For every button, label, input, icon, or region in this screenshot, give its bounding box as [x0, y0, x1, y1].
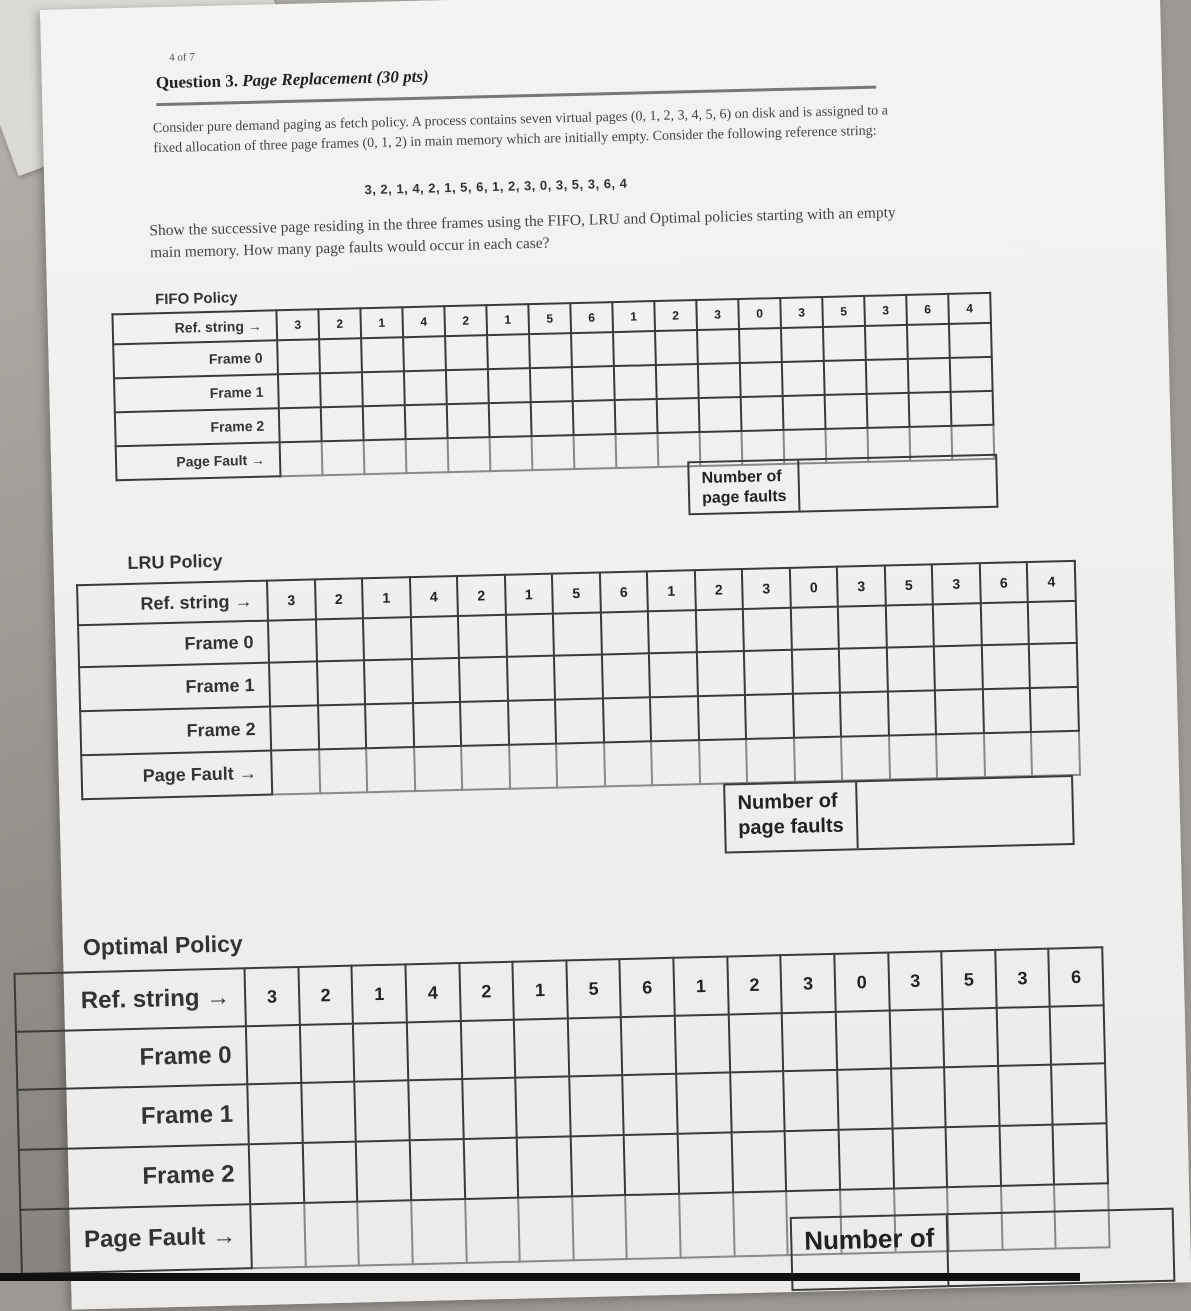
- fifo-frame1-cell[interactable]: [488, 368, 531, 403]
- lru-frame0-cell[interactable]: [505, 614, 554, 657]
- fifo-frame2-cell[interactable]: [951, 391, 994, 426]
- optimal-label-fault: Page Fault →: [20, 1204, 251, 1274]
- optimal-frame0-cell[interactable]: [996, 1007, 1051, 1066]
- optimal-fault-cell[interactable]: [304, 1202, 359, 1267]
- lru-fault-cell[interactable]: [271, 749, 320, 794]
- lru-frame0-cell[interactable]: [458, 615, 507, 658]
- optimal-frame1-cell[interactable]: [676, 1072, 731, 1133]
- optimal-ref-cell: 3: [244, 967, 299, 1026]
- optimal-frame1-cell[interactable]: [301, 1082, 356, 1143]
- optimal-frame0-cell[interactable]: [782, 1012, 837, 1071]
- fifo-frame1-cell[interactable]: [572, 366, 615, 401]
- fifo-frame2-cell[interactable]: [279, 407, 322, 442]
- optimal-number-of-faults-label: Number of: [792, 1215, 950, 1289]
- lru-ref-cell: 1: [362, 577, 410, 618]
- optimal-frame1-cell[interactable]: [944, 1066, 999, 1127]
- fifo-fault-cell[interactable]: [448, 437, 491, 472]
- fifo-ref-cell: 2: [444, 305, 487, 336]
- lru-frame1-cell[interactable]: [459, 657, 508, 702]
- fifo-fault-cell[interactable]: [322, 440, 365, 475]
- optimal-fault-cell[interactable]: [572, 1195, 627, 1260]
- lru-frame2-cell[interactable]: [650, 696, 699, 741]
- lru-frame0-cell[interactable]: [648, 610, 697, 653]
- optimal-frame0-cell[interactable]: [728, 1013, 783, 1072]
- optimal-frame2-cell[interactable]: [838, 1129, 893, 1190]
- fifo-frame1-cell[interactable]: [530, 367, 573, 402]
- lru-fault-cell[interactable]: [746, 738, 795, 783]
- fifo-fault-cell[interactable]: [532, 435, 575, 470]
- optimal-ref-cell: 2: [727, 955, 782, 1014]
- lru-ref-cell: 0: [790, 567, 838, 608]
- optimal-frame1-cell[interactable]: [837, 1069, 892, 1130]
- lru-frame2-cell[interactable]: [935, 689, 984, 734]
- optimal-ref-cell: 1: [352, 964, 407, 1023]
- lru-number-of-faults-box: [723, 775, 1075, 854]
- fifo-fault-cell[interactable]: [280, 441, 323, 476]
- optimal-ref-cell: 5: [941, 950, 996, 1009]
- optimal-fault-cell[interactable]: [679, 1192, 734, 1257]
- optimal-label-frame1: Frame 1: [17, 1084, 248, 1150]
- fifo-ref-cell: 6: [906, 294, 949, 325]
- fifo-ref-cell: 4: [402, 306, 445, 337]
- fifo-frame0-cell[interactable]: [655, 330, 698, 365]
- lru-label-ref: Ref. string →: [77, 581, 268, 626]
- optimal-frame0-cell[interactable]: [407, 1021, 462, 1080]
- lru-frame1-cell[interactable]: [1029, 643, 1078, 688]
- optimal-frame0-cell[interactable]: [353, 1022, 408, 1081]
- fifo-frame0-cell[interactable]: [949, 323, 992, 358]
- lru-frame0-cell[interactable]: [886, 604, 935, 647]
- fifo-frame0-cell[interactable]: [739, 328, 782, 363]
- lru-ref-cell: 2: [457, 575, 505, 616]
- optimal-frame1-cell[interactable]: [730, 1071, 785, 1132]
- fifo-frame0-cell[interactable]: [487, 334, 530, 369]
- lru-frame2-cell[interactable]: [888, 690, 937, 735]
- fifo-frame2-cell[interactable]: [699, 397, 742, 432]
- bottom-edge: [0, 1273, 1080, 1281]
- optimal-frame2-cell[interactable]: [678, 1132, 733, 1193]
- optimal-fault-cell[interactable]: [250, 1203, 305, 1268]
- lru-number-of-faults-answer[interactable]: [857, 777, 1073, 848]
- fifo-fault-cell[interactable]: [574, 434, 617, 469]
- fifo-frame2-cell[interactable]: [867, 393, 910, 428]
- lru-title: LRU Policy: [127, 550, 223, 574]
- optimal-fault-cell[interactable]: [465, 1198, 520, 1263]
- lru-frame2-cell[interactable]: [840, 691, 889, 736]
- optimal-frame0-cell[interactable]: [568, 1017, 623, 1076]
- optimal-frame2-cell[interactable]: [570, 1135, 625, 1196]
- lru-ref-cell: 5: [552, 572, 600, 613]
- fifo-ref-cell: 3: [780, 297, 823, 328]
- lru-frame1-cell[interactable]: [792, 649, 841, 694]
- lru-frame2-cell[interactable]: [698, 695, 747, 740]
- fifo-frame1-cell[interactable]: [446, 369, 489, 404]
- lru-fault-cell[interactable]: [651, 740, 700, 785]
- optimal-frame2-cell[interactable]: [249, 1143, 304, 1204]
- optimal-label-ref: Ref. string →: [15, 968, 246, 1032]
- optimal-frame2-cell[interactable]: [410, 1139, 465, 1200]
- lru-ref-cell: 6: [980, 562, 1028, 603]
- optimal-ref-cell: 3: [781, 954, 836, 1013]
- lru-fault-cell[interactable]: [936, 733, 985, 778]
- fifo-frame1-cell[interactable]: [740, 362, 783, 397]
- optimal-fault-cell[interactable]: [626, 1194, 681, 1259]
- lru-ref-cell: 3: [267, 579, 315, 620]
- optimal-frame0-cell[interactable]: [943, 1008, 998, 1067]
- optimal-frame2-cell[interactable]: [999, 1125, 1054, 1186]
- optimal-frame1-cell[interactable]: [355, 1080, 410, 1141]
- lru-fault-cell[interactable]: [366, 747, 415, 792]
- lru-ref-cell: 3: [742, 568, 790, 609]
- optimal-fault-cell[interactable]: [733, 1191, 788, 1256]
- lru-fault-cell[interactable]: [841, 735, 890, 780]
- fifo-ref-cell: 3: [276, 309, 319, 340]
- fifo-frame2-cell[interactable]: [657, 398, 700, 433]
- optimal-ref-cell: 2: [298, 966, 353, 1025]
- optimal-frame2-cell[interactable]: [517, 1136, 572, 1197]
- fifo-ref-cell: 0: [738, 298, 781, 329]
- lru-frame1-cell[interactable]: [839, 648, 888, 693]
- lru-ref-cell: 1: [505, 574, 553, 615]
- optimal-ref-cell: 4: [405, 963, 460, 1022]
- fifo-number-of-faults-box: [687, 454, 998, 516]
- lru-ref-cell: 2: [695, 569, 743, 610]
- fifo-frame0-cell[interactable]: [781, 327, 824, 362]
- optimal-frame0-cell[interactable]: [889, 1009, 944, 1068]
- optimal-frame2-cell[interactable]: [1053, 1123, 1108, 1184]
- fifo-frame1-cell[interactable]: [320, 372, 363, 407]
- fifo-frame2-cell[interactable]: [531, 401, 574, 436]
- lru-frame2-cell[interactable]: [508, 700, 557, 745]
- fifo-frame1-cell[interactable]: [404, 370, 447, 405]
- fifo-fault-cell[interactable]: [406, 438, 449, 473]
- optimal-frame0-cell[interactable]: [460, 1020, 515, 1079]
- lru-fault-cell[interactable]: [319, 748, 368, 793]
- lru-fault-cell[interactable]: [1031, 731, 1080, 776]
- fifo-frame0-cell[interactable]: [529, 333, 572, 368]
- optimal-frame2-cell[interactable]: [463, 1138, 518, 1199]
- optimal-fault-cell[interactable]: [411, 1199, 466, 1264]
- lru-fault-cell[interactable]: [414, 746, 463, 791]
- exam-sheet: [40, 0, 1191, 1310]
- fifo-frame2-cell[interactable]: [321, 406, 364, 441]
- lru-frame0-cell[interactable]: [315, 618, 364, 661]
- lru-frame0-cell[interactable]: [600, 611, 649, 654]
- fifo-table: [111, 292, 995, 481]
- lru-frame1-cell[interactable]: [887, 646, 936, 691]
- lru-frame0-cell[interactable]: [363, 617, 412, 660]
- lru-label-frame0: Frame 0: [78, 621, 269, 668]
- lru-frame2-cell[interactable]: [1030, 687, 1079, 732]
- fifo-frame2-cell[interactable]: [825, 394, 868, 429]
- fifo-frame0-cell[interactable]: [613, 331, 656, 366]
- lru-frame0-cell[interactable]: [695, 609, 744, 652]
- question-title: [156, 67, 429, 94]
- lru-ref-cell: 4: [1027, 561, 1076, 602]
- fifo-frame2-cell[interactable]: [573, 400, 616, 435]
- lru-frame0-cell[interactable]: [410, 616, 459, 659]
- optimal-frame0-cell[interactable]: [675, 1014, 730, 1073]
- fifo-frame0-cell[interactable]: [277, 339, 320, 374]
- lru-frame0-cell[interactable]: [743, 608, 792, 651]
- optimal-label-frame2: Frame 2: [19, 1144, 250, 1210]
- lru-frame1-cell[interactable]: [744, 650, 793, 695]
- lru-frame0-cell[interactable]: [1028, 601, 1077, 644]
- fifo-ref-cell: 2: [318, 308, 361, 339]
- lru-frame2-cell[interactable]: [603, 697, 652, 742]
- fifo-frame2-cell[interactable]: [615, 399, 658, 434]
- optimal-ref-cell: 6: [1049, 947, 1104, 1006]
- fifo-ref-cell: 2: [654, 300, 697, 331]
- lru-number-of-faults-label: Number of page faults: [725, 782, 858, 851]
- optimal-frame0-cell[interactable]: [246, 1025, 301, 1084]
- lru-frame0-cell[interactable]: [268, 619, 317, 662]
- lru-fault-cell[interactable]: [699, 739, 748, 784]
- optimal-frame1-cell[interactable]: [998, 1065, 1053, 1126]
- fifo-frame0-cell[interactable]: [823, 326, 866, 361]
- optimal-frame2-cell[interactable]: [946, 1126, 1001, 1187]
- fifo-frame1-cell[interactable]: [278, 373, 321, 408]
- lru-label-fault: Page Fault →: [81, 751, 272, 800]
- fifo-ref-cell: 3: [696, 299, 739, 330]
- fifo-label-frame1: Frame 1: [114, 374, 279, 412]
- lru-label-frame2: Frame 2: [80, 707, 271, 756]
- lru-fault-cell[interactable]: [984, 732, 1033, 777]
- lru-frame2-cell[interactable]: [365, 703, 414, 748]
- question-title-topic: Page Replacement (30 pts): [241, 66, 429, 91]
- reference-string: 3, 2, 1, 4, 2, 1, 5, 6, 1, 2, 3, 0, 3, 5, 3, 6, 4: [364, 175, 628, 198]
- fifo-frame2-cell[interactable]: [405, 404, 448, 439]
- optimal-frame0-cell[interactable]: [836, 1011, 891, 1070]
- fifo-ref-cell: 1: [360, 307, 403, 338]
- fifo-frame1-cell[interactable]: [782, 361, 825, 396]
- optimal-frame2-cell[interactable]: [356, 1140, 411, 1201]
- page-number: 4 of 7: [169, 51, 196, 64]
- fifo-fault-cell[interactable]: [364, 439, 407, 474]
- lru-fault-cell[interactable]: [889, 734, 938, 779]
- optimal-label-frame0: Frame 0: [16, 1026, 247, 1090]
- optimal-frame1-cell[interactable]: [783, 1070, 838, 1131]
- lru-frame2-cell[interactable]: [318, 704, 367, 749]
- lru-frame0-cell[interactable]: [838, 606, 887, 649]
- fifo-ref-cell: 4: [948, 293, 991, 324]
- fifo-frame0-cell[interactable]: [697, 329, 740, 364]
- fifo-frame1-cell[interactable]: [698, 363, 741, 398]
- fifo-frame0-cell[interactable]: [319, 338, 362, 373]
- fifo-frame1-cell[interactable]: [614, 365, 657, 400]
- fifo-ref-cell: 3: [864, 295, 907, 326]
- lru-frame1-cell[interactable]: [554, 654, 603, 699]
- fifo-number-of-faults-label: Number of page faults: [689, 461, 801, 514]
- fifo-ref-cell: 1: [486, 304, 529, 335]
- optimal-title: Optimal Policy: [82, 930, 243, 961]
- optimal-frame1-cell[interactable]: [623, 1074, 678, 1135]
- optimal-frame1-cell[interactable]: [891, 1067, 946, 1128]
- lru-fault-cell[interactable]: [509, 744, 558, 789]
- lru-fault-cell[interactable]: [604, 741, 653, 786]
- question-title-prefix: Question 3.: [155, 71, 239, 93]
- instruction-paragraph: Show the successive page residing in the three frames using the FIFO, LRU and Optimal policies starting with an empty main memory. How many page faults would occur in each case?: [149, 204, 896, 262]
- lru-frame1-cell[interactable]: [507, 656, 556, 701]
- lru-frame2-cell[interactable]: [745, 694, 794, 739]
- lru-frame1-cell[interactable]: [649, 652, 698, 697]
- optimal-frame1-cell[interactable]: [247, 1083, 302, 1144]
- lru-ref-cell: 4: [410, 576, 458, 617]
- fifo-fault-cell[interactable]: [490, 436, 533, 471]
- fifo-frame2-cell[interactable]: [909, 392, 952, 427]
- fifo-ref-cell: 6: [570, 302, 613, 333]
- fifo-frame1-cell[interactable]: [908, 358, 951, 393]
- lru-frame1-cell[interactable]: [697, 651, 746, 696]
- lru-frame0-cell[interactable]: [791, 607, 840, 650]
- lru-frame0-cell[interactable]: [933, 603, 982, 646]
- optimal-frame2-cell[interactable]: [731, 1131, 786, 1192]
- lru-table: [76, 560, 1081, 800]
- fifo-frame2-cell[interactable]: [447, 403, 490, 438]
- optimal-frame1-cell[interactable]: [515, 1076, 570, 1137]
- lru-frame1-cell[interactable]: [412, 658, 461, 703]
- optimal-frame0-cell[interactable]: [1050, 1005, 1105, 1064]
- fifo-frame0-cell[interactable]: [571, 332, 614, 367]
- fifo-frame0-cell[interactable]: [907, 324, 950, 359]
- optimal-frame2-cell[interactable]: [302, 1142, 357, 1203]
- optimal-ref-cell: 0: [834, 953, 889, 1012]
- lru-frame0-cell[interactable]: [553, 612, 602, 655]
- optimal-frame1-cell[interactable]: [1051, 1063, 1106, 1124]
- lru-ref-cell: 5: [885, 564, 933, 605]
- lru-frame1-cell[interactable]: [982, 644, 1031, 689]
- optimal-frame2-cell[interactable]: [892, 1127, 947, 1188]
- lru-ref-cell: 3: [837, 566, 885, 607]
- optimal-ref-cell: 3: [995, 949, 1050, 1008]
- lru-frame1-cell[interactable]: [269, 661, 318, 706]
- lru-ref-cell: 6: [600, 571, 648, 612]
- lru-frame0-cell[interactable]: [981, 602, 1030, 645]
- lru-ref-cell: 1: [647, 570, 695, 611]
- optimal-ref-cell: 1: [513, 960, 568, 1019]
- optimal-ref-cell: 6: [620, 958, 675, 1017]
- optimal-ref-cell: 5: [566, 959, 621, 1018]
- fifo-ref-cell: 5: [822, 296, 865, 327]
- fifo-number-of-faults-answer[interactable]: [800, 456, 997, 511]
- fifo-frame1-cell[interactable]: [866, 359, 909, 394]
- lru-ref-cell: 2: [315, 578, 363, 619]
- optimal-ref-cell: 2: [459, 962, 514, 1021]
- lru-frame2-cell[interactable]: [270, 705, 319, 750]
- fifo-fault-cell[interactable]: [616, 433, 659, 468]
- fifo-frame1-cell[interactable]: [362, 371, 405, 406]
- optimal-frame1-cell[interactable]: [569, 1075, 624, 1136]
- fifo-label-fault: Page Fault →: [116, 442, 281, 480]
- fifo-label-ref: Ref. string →: [112, 310, 277, 344]
- optimal-fault-cell[interactable]: [357, 1200, 412, 1265]
- fifo-frame2-cell[interactable]: [783, 395, 826, 430]
- fifo-frame0-cell[interactable]: [865, 325, 908, 360]
- optimal-frame1-cell[interactable]: [462, 1078, 517, 1139]
- lru-fault-cell[interactable]: [461, 745, 510, 790]
- fifo-frame1-cell[interactable]: [824, 360, 867, 395]
- optimal-frame0-cell[interactable]: [514, 1018, 569, 1077]
- lru-frame2-cell[interactable]: [983, 688, 1032, 733]
- lru-frame1-cell[interactable]: [602, 653, 651, 698]
- optimal-ref-cell: 3: [888, 951, 943, 1010]
- intro-paragraph: Consider pure demand paging as fetch policy. A process contains seven virtual pages (0, 1, 2, 3, 4, 5, 6) on disk and is assigned to a fixed allocation of three page frames (0, 1, 2) in main memory which are initially empty. Consider the following reference string:: [152, 103, 889, 157]
- fifo-frame1-cell[interactable]: [656, 364, 699, 399]
- fifo-label-frame2: Frame 2: [115, 408, 280, 446]
- optimal-frame1-cell[interactable]: [408, 1079, 463, 1140]
- fifo-frame0-cell[interactable]: [445, 335, 488, 370]
- optimal-fault-cell[interactable]: [518, 1196, 573, 1261]
- lru-fault-cell[interactable]: [556, 742, 605, 787]
- optimal-frame0-cell[interactable]: [621, 1016, 676, 1075]
- lru-frame1-cell[interactable]: [934, 645, 983, 690]
- fifo-frame0-cell[interactable]: [403, 336, 446, 371]
- lru-frame2-cell[interactable]: [555, 698, 604, 743]
- fifo-ref-cell: 5: [528, 303, 571, 334]
- lru-fault-cell[interactable]: [794, 737, 843, 782]
- optimal-frame2-cell[interactable]: [785, 1130, 840, 1191]
- lru-frame2-cell[interactable]: [413, 702, 462, 747]
- fifo-frame2-cell[interactable]: [741, 396, 784, 431]
- optimal-frame2-cell[interactable]: [624, 1134, 679, 1195]
- fifo-frame1-cell[interactable]: [950, 357, 993, 392]
- lru-label-frame1: Frame 1: [79, 663, 270, 712]
- fifo-title: FIFO Policy: [154, 289, 238, 309]
- lru-frame2-cell[interactable]: [793, 693, 842, 738]
- fifo-label-frame0: Frame 0: [113, 340, 278, 378]
- fifo-ref-cell: 1: [612, 301, 655, 332]
- fifo-frame2-cell[interactable]: [363, 405, 406, 440]
- lru-ref-cell: 3: [932, 563, 980, 604]
- lru-frame2-cell[interactable]: [460, 701, 509, 746]
- lru-frame1-cell[interactable]: [317, 660, 366, 705]
- lru-frame1-cell[interactable]: [364, 659, 413, 704]
- fifo-frame0-cell[interactable]: [361, 337, 404, 372]
- optimal-frame0-cell[interactable]: [300, 1024, 355, 1083]
- optimal-ref-cell: 1: [673, 956, 728, 1015]
- fifo-frame2-cell[interactable]: [489, 402, 532, 437]
